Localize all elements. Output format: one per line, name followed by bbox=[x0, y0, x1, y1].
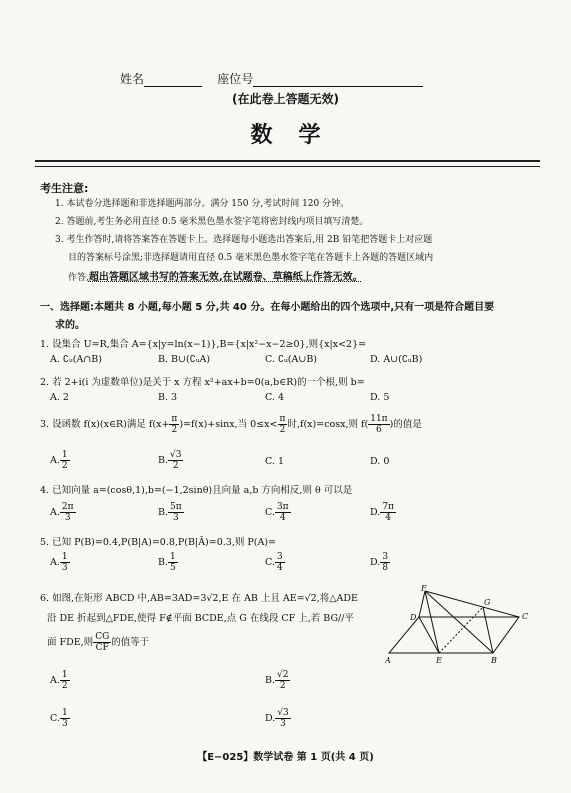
question-6-stem-line3: 面 FDE,则 $\frac{CG}{CF}$ 的值等于 bbox=[47, 632, 150, 653]
q3-fraction: $\frac{\pi}{2}$ bbox=[171, 414, 178, 435]
q3-option-a: A. $\frac{1}{2}$ bbox=[50, 450, 68, 471]
q1-option-d: D. A∪(∁ᵤB) bbox=[370, 354, 423, 365]
q5-option-d: D. $\frac{3}{8}$ bbox=[370, 552, 389, 573]
question-6-stem-line2: 沿 DE 折起到△FDE,使得 F∉平面 BCDE,点 G 在线段 CF 上,若 BG//平 bbox=[47, 613, 354, 624]
q6-fraction: $\frac{CG}{CF}$ bbox=[95, 632, 110, 653]
label-A: A bbox=[385, 656, 391, 665]
q3-fraction: $\frac{11\pi}{6}$ bbox=[370, 414, 388, 435]
question-4-stem: 4. 已知向量 a=(cosθ,1),b=(−1,2sinθ)且向量 a,b 方向相反,则 θ 可以是 bbox=[40, 485, 353, 496]
q3-option-d: D. 0 bbox=[370, 456, 390, 467]
q3-stem-part: 时,f(x)=cosx,则 f( bbox=[287, 419, 369, 430]
seat-blank bbox=[253, 74, 423, 87]
q3-stem-part: )的值是 bbox=[389, 419, 422, 430]
notice-item: 2. 答题前,考生务必用直径 0.5 毫米黑色墨水签字笔将密封线内项目填写清楚。 bbox=[55, 217, 369, 227]
notice-item: 1. 本试卷分选择题和非选择题两部分。满分 150 分,考试时间 120 分钟。 bbox=[55, 199, 350, 209]
q2-option-b: B. 3 bbox=[158, 392, 178, 403]
name-blank bbox=[144, 74, 202, 87]
edge-GB bbox=[483, 607, 493, 653]
section-heading-cont: 求的。 bbox=[55, 320, 85, 331]
q1-option-b: B. B∪(∁ᵤA) bbox=[158, 354, 211, 365]
q3-fraction: $\frac{\pi}{2}$ bbox=[279, 414, 286, 435]
q4-option-b: B. $\frac{5\pi}{3}$ bbox=[158, 502, 182, 523]
q3-option-b: B. $\frac{√3}{2}$ bbox=[158, 450, 182, 471]
notice-item-tail bbox=[68, 268, 363, 283]
q6-geometry-figure bbox=[385, 585, 535, 665]
question-2-stem: 2. 若 2+i(i 为虚数单位)是关于 x 方程 x²+ax+b=0(a,b∈R)的一个根,则 b= bbox=[40, 377, 365, 388]
q6-option-d: D. $\frac{√3}{3}$ bbox=[265, 708, 289, 729]
question-6-stem-line1: 6. 如图,在矩形 ABCD 中,AB=3AD=3√2,E 在 AB 上且 AE=√2,将△ADE bbox=[40, 593, 358, 604]
notice-emphasis: 超出答题区域书写的答案无效,在试题卷、草稿纸上作答无效。 bbox=[88, 272, 363, 283]
divider-thick bbox=[35, 160, 540, 162]
name-seat-line bbox=[120, 70, 423, 87]
notice-item: 目的答案标号涂黑;非选择题请用直径 0.5 毫米黑色墨水签字笔在答题卡上各题的答题区域内 bbox=[68, 253, 434, 263]
q2-option-d: D. 5 bbox=[370, 392, 390, 403]
q3-option-c: C. 1 bbox=[265, 456, 285, 467]
q1-option-c: C. ∁ᵤ(A∪B) bbox=[265, 354, 318, 365]
notice-item: 3. 考生作答时,请将答案答在答题卡上。选择题每小题选出答案后,用 2B 铅笔把答题卡上对应题 bbox=[55, 235, 433, 245]
subtitle: (在此卷上答题无效) bbox=[232, 92, 339, 106]
page-title: 数学 bbox=[250, 123, 347, 148]
page-footer: 【E−025】数学试卷 第 1 页(共 4 页) bbox=[197, 752, 374, 763]
q6-option-b: B. $\frac{√2}{2}$ bbox=[265, 670, 289, 691]
edge-DE bbox=[419, 617, 439, 653]
q4-option-a: A. $\frac{2\pi}{3}$ bbox=[50, 502, 74, 523]
seat-label: 座位号 bbox=[217, 72, 254, 86]
q2-option-a: A. 2 bbox=[50, 392, 69, 403]
q1-option-a: A. ∁ᵤ(A∩B) bbox=[50, 354, 102, 365]
edge-FE bbox=[425, 591, 439, 653]
q6-option-a: A. $\frac{1}{2}$ bbox=[50, 670, 68, 691]
q4-option-d: D. $\frac{7\pi}{4}$ bbox=[370, 502, 394, 523]
label-D: D bbox=[410, 613, 417, 622]
divider-thin bbox=[35, 166, 540, 167]
q5-option-a: A. $\frac{1}{3}$ bbox=[50, 552, 68, 573]
edge-DF bbox=[419, 591, 425, 617]
q3-stem-part: )=f(x)+sinx,当 0≤x< bbox=[179, 419, 278, 430]
notice-item-prefix: 作答, bbox=[68, 273, 89, 283]
label-F: F bbox=[421, 585, 427, 593]
q2-option-c: C. 4 bbox=[265, 392, 285, 403]
label-C: C bbox=[522, 612, 529, 621]
question-3-stem bbox=[40, 414, 422, 435]
edge-EG-hidden bbox=[439, 607, 483, 653]
q5-option-b: B. $\frac{1}{5}$ bbox=[158, 552, 176, 573]
question-1-stem: 1. 设集合 U=R,集合 A={x|y=ln(x−1)},B={x|x²−x−2≥0},则{x|x<2}= bbox=[40, 339, 367, 350]
section-heading: 一、选择题:本题共 8 小题,每小题 5 分,共 40 分。在每小题给出的四个选项中,只有一项是符合题目要 bbox=[40, 302, 495, 313]
base-quadrilateral bbox=[389, 617, 519, 653]
label-G: G bbox=[484, 598, 491, 607]
q6-option-c: C. $\frac{1}{3}$ bbox=[50, 708, 68, 729]
question-5-stem: 5. 已知 P(B)=0.4,P(B|A)=0.8,P(B|Ā)=0.3,则 P(A)= bbox=[40, 537, 276, 548]
q4-option-c: C. $\frac{3\pi}{4}$ bbox=[265, 502, 289, 523]
q5-option-c: C. $\frac{3}{4}$ bbox=[265, 552, 283, 573]
q3-stem-part: 3. 设函数 f(x)(x∈R)满足 f(x+ bbox=[40, 419, 170, 430]
notice-heading: 考生注意: bbox=[40, 182, 89, 195]
label-B: B bbox=[491, 656, 497, 665]
name-label: 姓名 bbox=[120, 72, 145, 86]
label-E: E bbox=[436, 656, 442, 665]
